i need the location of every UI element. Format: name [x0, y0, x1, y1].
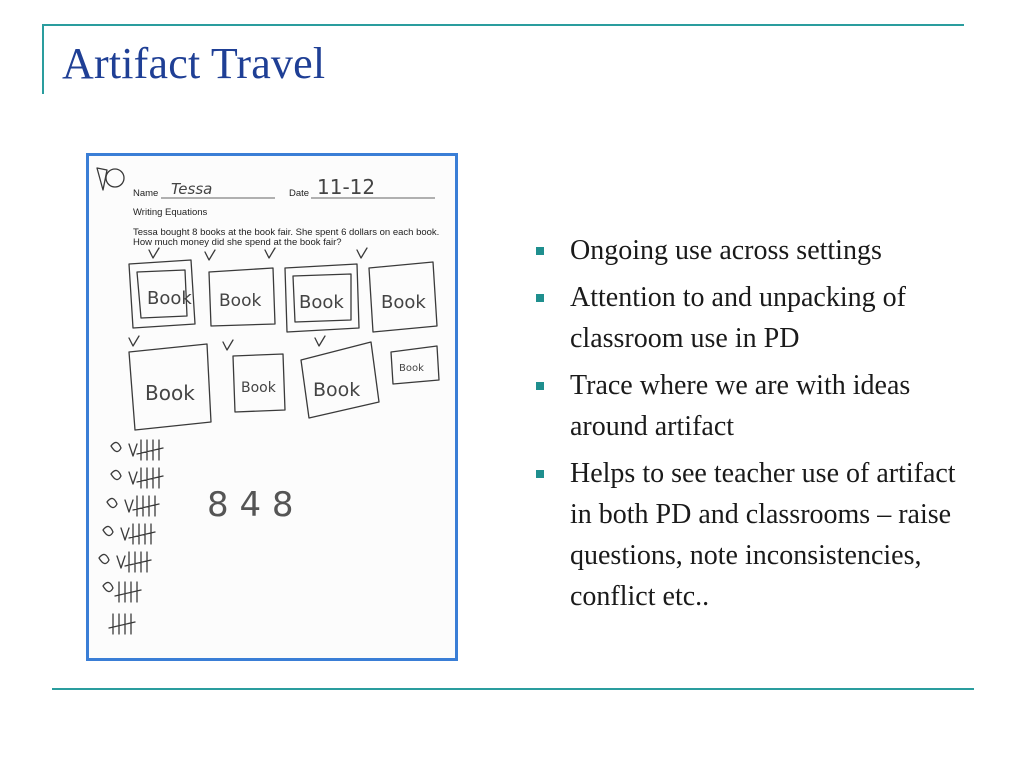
svg-text:Book: Book — [381, 292, 426, 313]
bullet-text: Helps to see teacher use of artifact in both PD and classrooms – raise questions, note inconsistencies, conflict etc.. — [570, 458, 956, 612]
date-value: 11-12 — [317, 175, 376, 199]
handwritten-answer: 8 4 8 — [207, 485, 294, 525]
date-label: Date — [289, 188, 310, 199]
worksheet-heading: Writing Equations — [133, 207, 208, 218]
svg-text:Book: Book — [241, 380, 276, 396]
svg-text:Book: Book — [219, 291, 262, 311]
svg-text:Book: Book — [147, 288, 192, 309]
square-bullet-icon — [536, 382, 544, 390]
student-work-image — [86, 153, 458, 661]
name-value: Tessa — [171, 180, 213, 198]
svg-text:Book: Book — [299, 292, 344, 313]
bullet-item — [532, 230, 972, 271]
bullet-text: Ongoing use across settings — [570, 235, 882, 266]
svg-text:Book: Book — [399, 363, 424, 374]
top-divider — [42, 24, 964, 26]
svg-text:Book: Book — [313, 379, 361, 401]
name-label: Name — [133, 188, 159, 199]
slide-title: Artifact Travel — [62, 39, 326, 88]
bullet-item — [532, 453, 972, 617]
bottom-divider — [52, 688, 974, 690]
square-bullet-icon — [536, 470, 544, 478]
problem-line-1: Tessa bought 8 books at the book fair. She spent 6 dollars on each book. — [133, 227, 440, 238]
worksheet-scan — [89, 156, 455, 658]
bullet-item — [532, 277, 972, 359]
square-bullet-icon — [536, 247, 544, 255]
square-bullet-icon — [536, 294, 544, 302]
bullet-item — [532, 365, 972, 447]
bullet-text: Trace where we are with ideas around artifact — [570, 370, 911, 442]
bullet-list — [532, 230, 972, 623]
bullet-text: Attention to and unpacking of classroom use in PD — [570, 282, 906, 354]
svg-text:Book: Book — [145, 381, 195, 405]
title-accent-bar — [42, 24, 44, 94]
problem-line-2: How much money did she spend at the book fair? — [133, 237, 342, 248]
